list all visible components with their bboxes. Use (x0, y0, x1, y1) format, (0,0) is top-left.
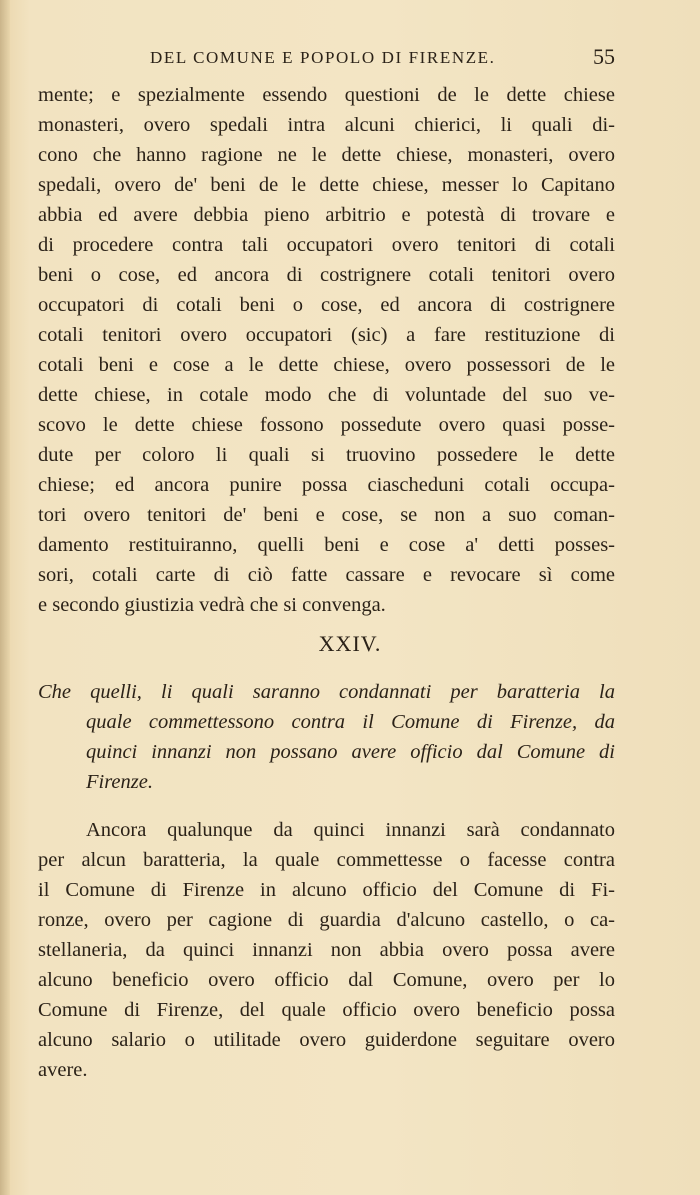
text-line: mente; e spezialmente essendo questioni de le dette chiese (38, 84, 615, 106)
text-line: chiese; ed ancora punire possa ciascheduni cotali occupa- (38, 474, 615, 496)
text-line: cotali tenitori overo occupatori (sic) a fare restituzione di (38, 324, 615, 346)
running-title: DEL COMUNE E POPOLO DI FIRENZE. (150, 48, 496, 67)
text-line: stellaneria, da quinci innanzi non abbia overo possa avere (38, 939, 615, 961)
text-line: tori overo tenitori de' beni e cose, se non a suo coman- (38, 504, 615, 526)
text-line: beni o cose, ed ancora di costrignere cotali tenitori overo (38, 264, 615, 286)
text-line: ronze, overo per cagione di guardia d'alcuno castello, o ca- (38, 909, 615, 931)
text-line: Comune di Firenze, del quale officio overo beneficio possa (38, 999, 615, 1021)
text-line: alcuno salario o utilitade overo guiderdone seguitare overo (38, 1029, 615, 1051)
section-heading: XXIV. (318, 631, 382, 656)
rubric-line: quinci innanzi non possano avere officio dal Comune di (86, 741, 615, 763)
page-number: 55 (593, 44, 615, 69)
text-line: damento restituiranno, quelli beni e cose a' detti posses- (38, 534, 615, 556)
rubric-line: Che quelli, li quali saranno condannati per baratteria la (38, 681, 615, 703)
text-line: sori, cotali carte di ciò fatte cassare e revocare sì come (38, 564, 615, 586)
text-line: cono che hanno ragione ne le dette chiese, monasteri, overo (38, 144, 615, 166)
rubric-line: quale commettessono contra il Comune di Firenze, da (86, 711, 615, 733)
text-line: e secondo giustizia vedrà che si convenga. (38, 594, 386, 616)
text-line: avere. (38, 1059, 88, 1081)
text-line: per alcun baratteria, la quale commettesse o facesse contra (38, 849, 615, 871)
paragraph-continuation (38, 80, 615, 620)
text-line: scovo le dette chiese fossono possedute overo quasi posse- (38, 414, 615, 436)
text-line: dute per coloro li quali si truovino possedere le dette (38, 444, 615, 466)
text-line: cotali beni e cose a le dette chiese, overo possessori de le (38, 354, 615, 376)
text-line: occupatori di cotali beni o cose, ed ancora di costrignere (38, 294, 615, 316)
text-line: il Comune di Firenze in alcuno officio del Comune di Fi- (38, 879, 615, 901)
text-line: abbia ed avere debbia pieno arbitrio e potestà di trovare e (38, 204, 615, 226)
page-header (38, 44, 615, 74)
section-rubric (38, 677, 615, 797)
text-line: monasteri, overo spedali intra alcuni chierici, li quali di- (38, 114, 615, 136)
text-line: Ancora qualunque da quinci innanzi sarà condannato (86, 819, 615, 841)
text-line: spedali, overo de' beni de le dette chiese, messer lo Capitano (38, 174, 615, 196)
text-line: alcuno beneficio overo officio dal Comune, overo per lo (38, 969, 615, 991)
text-line: di procedere contra tali occupatori overo tenitori di cotali (38, 234, 615, 256)
rubric-line: Firenze. (86, 771, 153, 793)
paragraph-body (38, 815, 615, 1085)
text-line: dette chiese, in cotale modo che di voluntade del suo ve- (38, 384, 615, 406)
